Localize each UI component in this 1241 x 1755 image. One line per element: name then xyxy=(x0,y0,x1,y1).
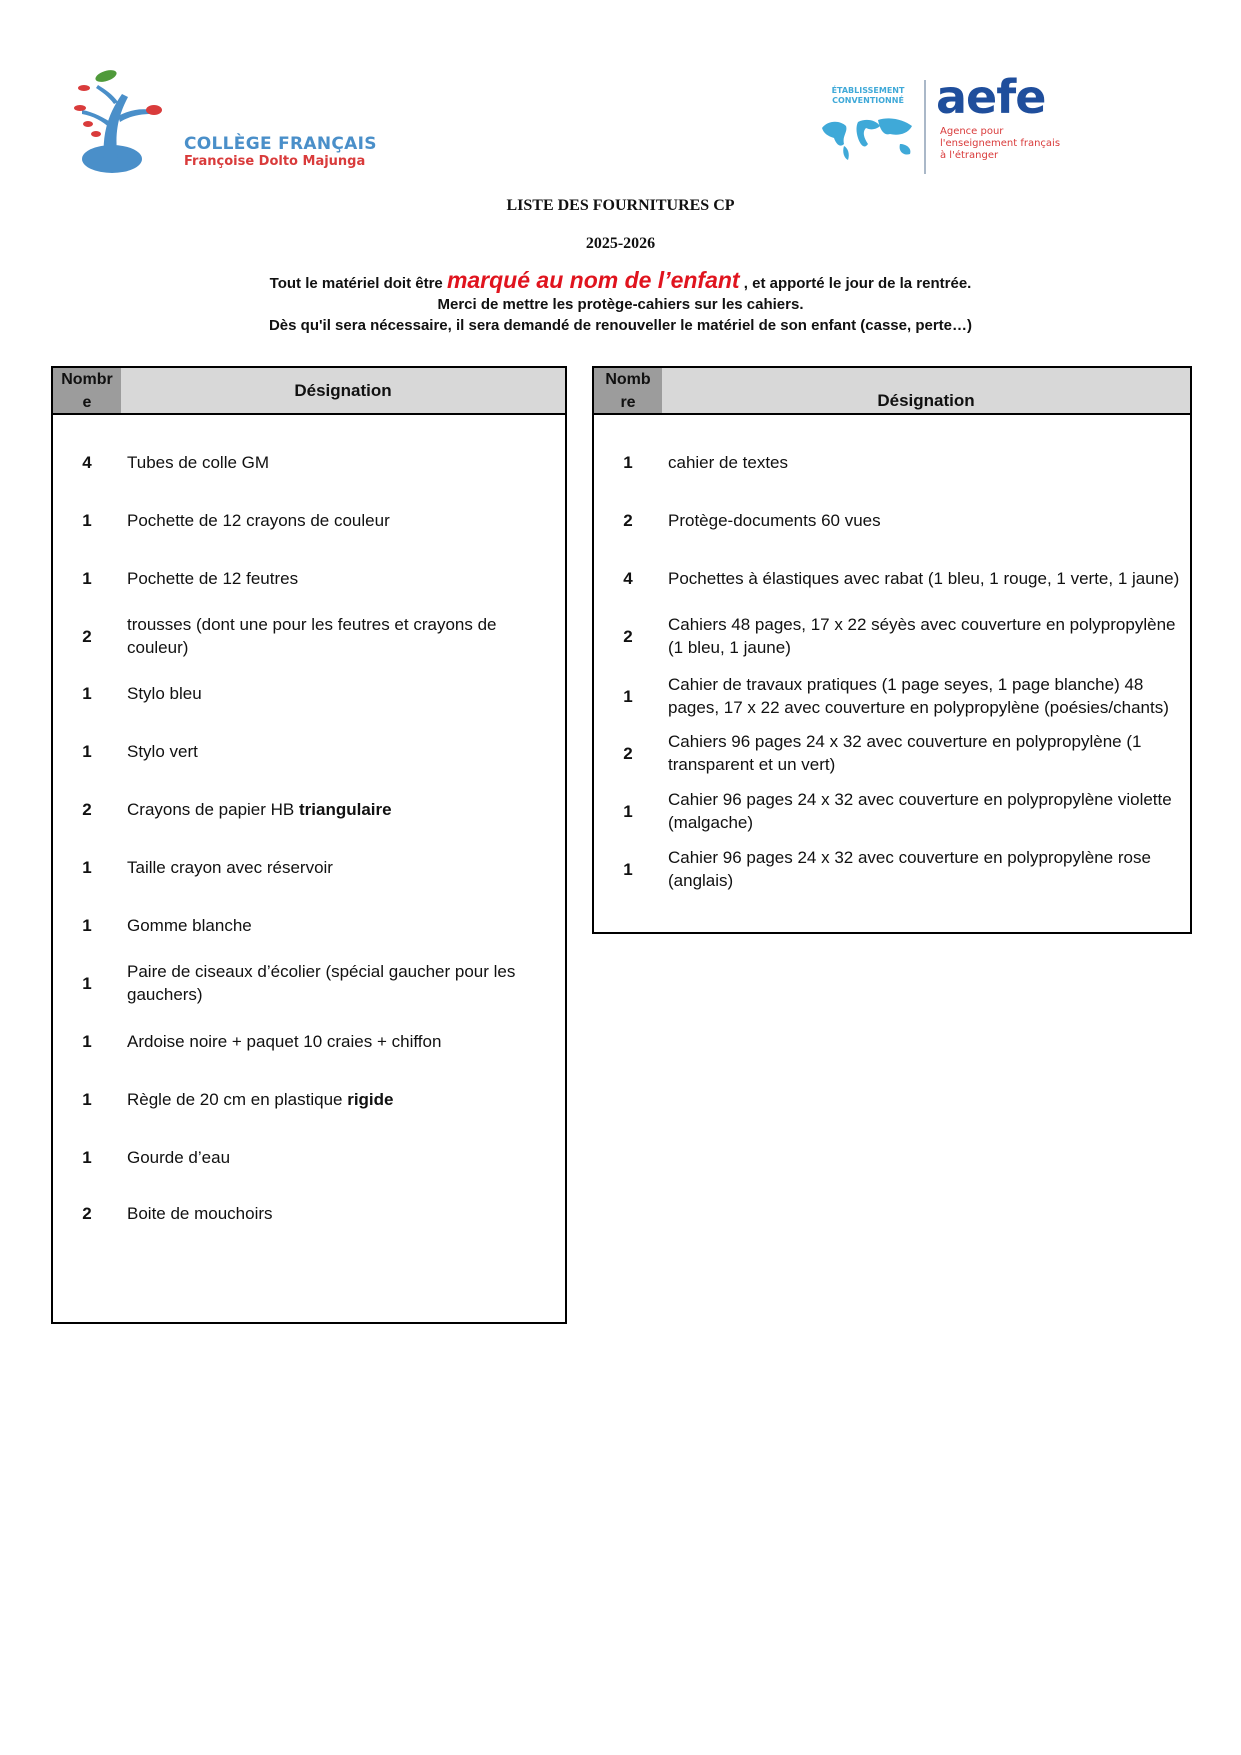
item-designation: Stylo vert xyxy=(127,741,198,761)
item-designation: Stylo bleu xyxy=(127,683,202,703)
supplies-table-right xyxy=(592,366,1192,934)
item-count: 2 xyxy=(82,1203,92,1223)
table-row xyxy=(594,781,1190,841)
table-row xyxy=(53,1069,565,1129)
table-row xyxy=(53,779,565,839)
table-row xyxy=(53,895,565,955)
item-designation: Cahiers 48 pages, 17 x 22 séyès avec couverture en polypropylène (1 bleu, 1 jaune) xyxy=(668,615,1176,657)
item-designation: Règle de 20 cm en plastique rigide xyxy=(127,1089,394,1109)
item-designation: Tubes de colle GM xyxy=(127,452,270,472)
item-count: 1 xyxy=(82,683,92,703)
item-designation: Taille crayon avec réservoir xyxy=(127,857,333,877)
table-header xyxy=(594,368,1190,415)
table-row xyxy=(53,548,565,608)
table-row xyxy=(53,721,565,781)
table-row xyxy=(594,606,1190,666)
table-row xyxy=(53,663,565,723)
table-row xyxy=(53,837,565,897)
table-row xyxy=(53,490,565,550)
item-designation: Pochettes à élastiques avec rabat (1 bleu, 1 rouge, 1 verte, 1 jaune) xyxy=(668,568,1180,588)
instruction-line-3: Dès qu'il sera nécessaire, il sera demandé de renouveller le matériel de son enfant (casse, perte…) xyxy=(268,317,973,334)
item-count: 2 xyxy=(623,743,633,763)
item-designation: Crayons de papier HB triangulaire xyxy=(127,799,392,819)
table-header xyxy=(53,368,565,415)
item-count: 2 xyxy=(82,799,92,819)
table-row xyxy=(594,723,1190,783)
table-row xyxy=(53,606,565,666)
item-count: 1 xyxy=(82,1089,92,1109)
item-designation: trousses (dont une pour les feutres et crayons de couleur) xyxy=(127,615,497,657)
item-designation: Ardoise noire + paquet 10 craies + chiffon xyxy=(127,1031,442,1051)
item-count: 1 xyxy=(82,915,92,935)
table-row xyxy=(594,548,1190,608)
item-count: 2 xyxy=(623,626,633,646)
item-designation: Cahiers 96 pages 24 x 32 avec couverture en polypropylène (1 transparent et un vert) xyxy=(668,732,1142,774)
aefe-logo xyxy=(818,70,1098,178)
table-row xyxy=(53,1127,565,1187)
aefe-tagline: Agence pour l'enseignement français à l'étranger xyxy=(940,126,1061,161)
world-map-icon xyxy=(818,114,918,162)
item-count: 2 xyxy=(82,626,92,646)
table-row xyxy=(594,839,1190,899)
table-row xyxy=(53,1183,565,1243)
item-count: 1 xyxy=(82,510,92,530)
item-count: 1 xyxy=(623,801,633,821)
item-count: 4 xyxy=(82,452,92,472)
item-count: 1 xyxy=(82,741,92,761)
item-count: 2 xyxy=(623,510,633,530)
header-designation: Désignation xyxy=(662,368,1190,413)
item-count: 1 xyxy=(82,973,92,993)
instruction-line-1: Tout le matériel doit être marqué au nom de l’enfant , et apporté le jour de la rentrée. xyxy=(269,267,972,293)
item-designation: Cahier 96 pages 24 x 32 avec couverture en polypropylène rose (anglais) xyxy=(668,848,1151,890)
document-title: LISTE DES FOURNITURES CP xyxy=(506,197,735,214)
logo-divider xyxy=(924,80,926,174)
item-count: 1 xyxy=(82,857,92,877)
item-designation: Pochette de 12 feutres xyxy=(127,568,299,588)
table-row xyxy=(594,666,1190,726)
item-designation: cahier de textes xyxy=(668,452,789,472)
school-name: COLLÈGE FRANÇAIS xyxy=(184,134,377,154)
item-emphasis: triangulaire xyxy=(298,799,392,819)
supplies-table-left xyxy=(51,366,567,1324)
item-count: 1 xyxy=(623,686,633,706)
table-row xyxy=(53,953,565,1013)
item-designation: Cahier 96 pages 24 x 32 avec couverture en polypropylène violette (malgache) xyxy=(668,790,1172,832)
name-label-highlight: marqué au nom de l’enfant xyxy=(446,267,740,293)
school-subname: Françoise Dolto Majunga xyxy=(184,154,366,169)
item-designation: Boite de mouchoirs xyxy=(127,1203,273,1223)
aefe-wordmark: aefe xyxy=(936,70,1046,124)
table-row xyxy=(594,432,1190,492)
item-count: 1 xyxy=(82,568,92,588)
item-designation: Cahier de travaux pratiques (1 page seyes, 1 page blanche) 48 pages, 17 x 22 avec couverture en polypropylène (poésies/chants) xyxy=(668,675,1169,717)
item-count: 4 xyxy=(623,568,633,588)
header-number: Nombr e xyxy=(53,368,121,413)
instruction-line-2: Merci de mettre les protège-cahiers sur les cahiers. xyxy=(437,296,804,313)
table-row xyxy=(53,432,565,492)
item-count: 1 xyxy=(623,859,633,879)
header-designation: Désignation xyxy=(121,368,565,413)
item-count: 1 xyxy=(623,452,633,472)
item-count: 1 xyxy=(82,1147,92,1167)
table-row xyxy=(53,1011,565,1071)
item-count: 1 xyxy=(82,1031,92,1051)
badge-text: ÉTABLISSEMENT CONVENTIONNÉ xyxy=(831,86,905,105)
instructions xyxy=(0,267,1241,336)
header-number: Nomb re xyxy=(594,368,662,413)
item-designation: Pochette de 12 crayons de couleur xyxy=(127,510,390,530)
school-logo xyxy=(74,64,404,182)
item-emphasis: rigide xyxy=(347,1089,394,1109)
item-designation: Protège-documents 60 vues xyxy=(668,510,881,530)
item-designation: Gomme blanche xyxy=(127,915,252,935)
table-row xyxy=(594,490,1190,550)
item-designation: Gourde d’eau xyxy=(127,1147,231,1167)
item-designation: Paire de ciseaux d’écolier (spécial gaucher pour les gauchers) xyxy=(127,962,516,1004)
school-year: 2025-2026 xyxy=(585,235,656,252)
